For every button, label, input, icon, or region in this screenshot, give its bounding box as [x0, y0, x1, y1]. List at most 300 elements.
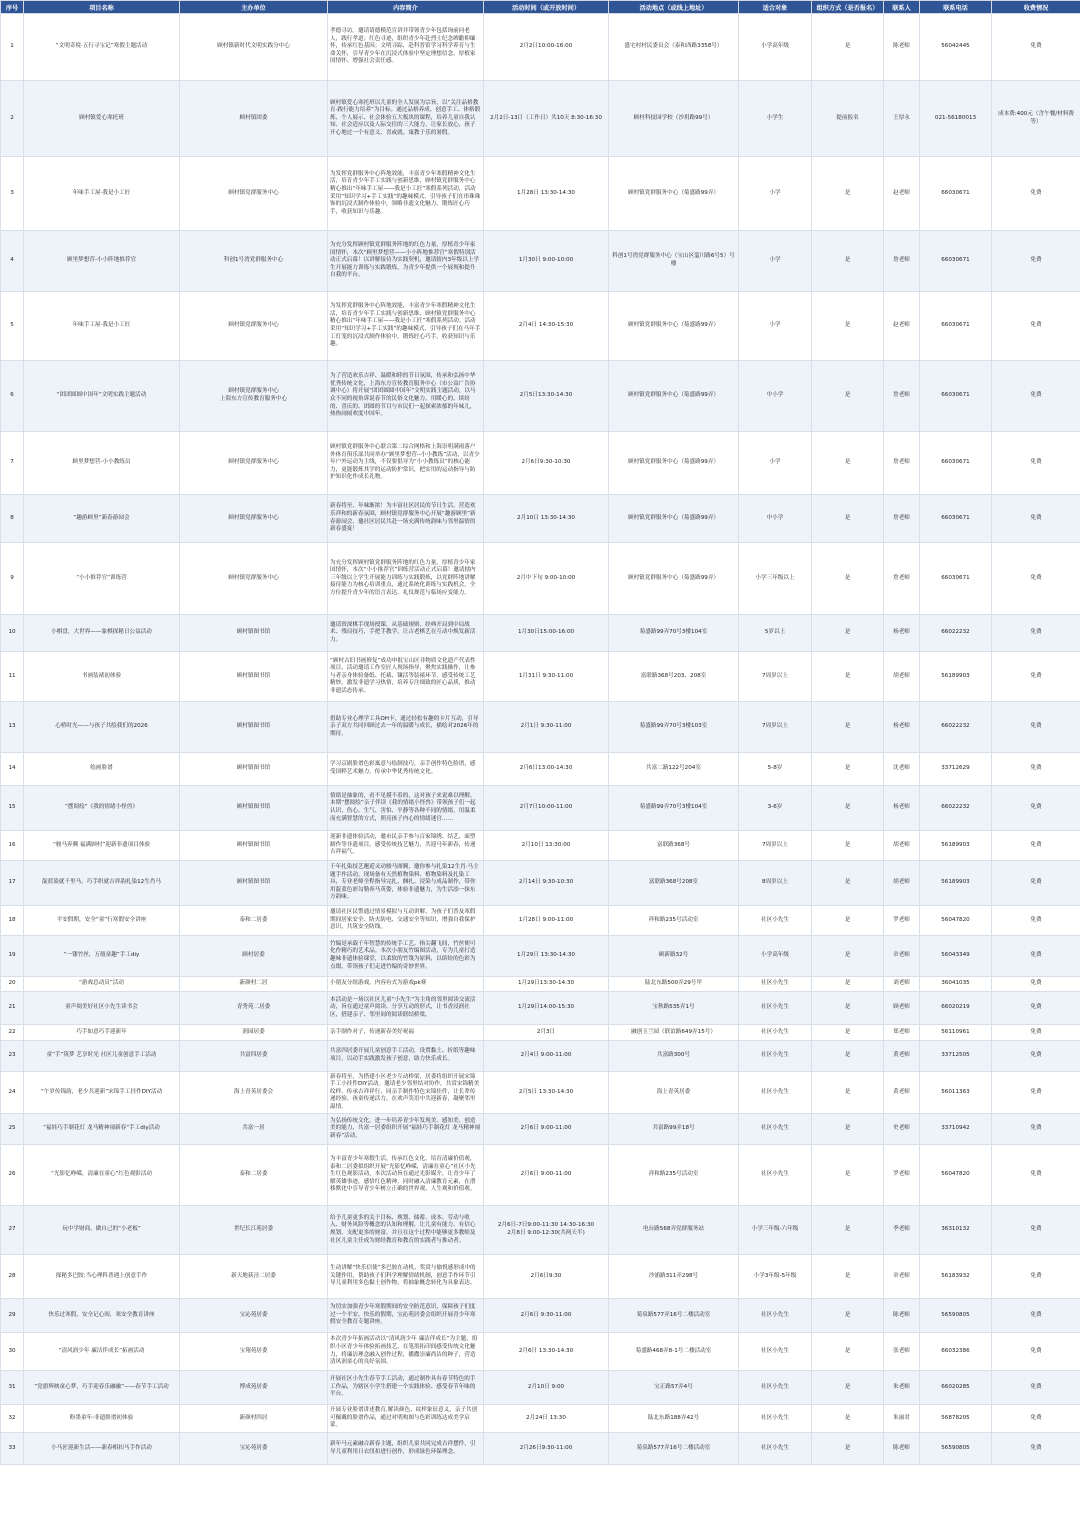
cell-contact: 沈老师	[884, 753, 920, 786]
table-row	[1, 432, 1080, 495]
cell-description: 学习京剧脸谱色彩寓意与绘制技巧，亲手创作特色脸谱，感受国粹艺术魅力，传承中华优秀传统文化。	[328, 753, 484, 786]
cell-organizer: 博成苑居委	[180, 1371, 328, 1405]
cell-signup: 是	[812, 157, 884, 231]
cell-contact: 朱丽君	[884, 1405, 920, 1433]
cell-audience: 社区小先生	[739, 1025, 812, 1041]
cell-location: 沙浦路311弄298号	[609, 1255, 739, 1299]
cell-description: 千年扎染技艺邂逅灵动骏马图腾，邀你参与扎染12生肖·马主题手作活动。现场备有天然植物染料、植物染料及扎染工具，专业老师全程指导完扎、捆扎、浸染与成品制作，带你用靛蓝色彩勾勒奔马英姿，体验非遗魅力，为生活添一抹东方韵味。	[328, 861, 484, 906]
cell-location: 海上青英居委	[609, 1072, 739, 1114]
cell-description: 为了营造欢乐吉祥、温暖和睦的节日氛围，传承和弘扬中华优秀传统文化，上海东方宣传教育服务中心（市公益广告协调中心）将开展“团团圆圆中国年”文明实践主题活动，以马众不同的视角诉说春节的民俗文化魅力，用暖心的、缤纷的、喜庆的、团圆的节目与市民们一起探索浓郁的年味儿，热热闹闹欢度中国年。	[328, 361, 484, 432]
cell-time: 2月10日 9:00	[484, 1371, 609, 1405]
cell-description: 新春将至，为搭建小区老少互动桥梁，居委将组织开展宋锦手工小挂件DIY活动。邀请老少邻里结对协作，共赏宋锦精美纹样、传承吉祥祥行，同亲手制作特色宋锦挂件，让长辈传递经验、孩童传递活力，在欢声笑语中共迎新春，凝聚邻里温情。	[328, 1072, 484, 1114]
cell-index: 16	[1, 831, 24, 861]
cell-project-name: “趣游顾里”新春游园会	[24, 495, 180, 543]
cell-location: 富联路368号208室	[609, 861, 739, 906]
cell-audience: 5-8岁	[739, 753, 812, 786]
cell-time: 2月26日9:30-11:00	[484, 1433, 609, 1465]
cell-audience: 社区小先生	[739, 1371, 812, 1405]
cell-index: 4	[1, 231, 24, 292]
cell-fee: 免费	[992, 1371, 1080, 1405]
cell-phone: 56043349	[920, 936, 992, 977]
cell-audience: 小学三年级-六年级	[739, 1206, 812, 1255]
cell-fee: 免费	[992, 906, 1080, 936]
table-row	[1, 906, 1080, 936]
cell-description: 开展社区小先生春节手工活动，通过制作具有春节特色的手工作品，为辖区小学生搭建一个实践体验、感受春节年味的平台。	[328, 1371, 484, 1405]
cell-phone: 56110961	[920, 1025, 992, 1041]
cell-phone: 66022232	[920, 786, 992, 831]
cell-description: 新春将至，年味渐浓！为丰富社区居民的节日生活，营造欢乐祥和的新春氛围，顾村镇党群服务中心开展“趣游顾里”新春游园会，邀社区居民共赴一场充满传统韵味与邻里温情的新春盛宴！	[328, 495, 484, 543]
cell-time: 2月6日 9:30-11:00	[484, 1299, 609, 1333]
table-row	[1, 936, 1080, 977]
cell-fee: 免费	[992, 361, 1080, 432]
cell-contact: 詹老师	[884, 231, 920, 292]
cell-time: 1月29日13:30-14:30	[484, 977, 609, 992]
cell-phone: 66020285	[920, 1371, 992, 1405]
cell-organizer: 顾村镇党群服务中心	[180, 432, 328, 495]
cell-signup: 是	[812, 786, 884, 831]
cell-project-name: 童“手”筑梦 艺享时光 社区儿童创意手工活动	[24, 1041, 180, 1072]
cell-organizer: 顾村镇党群服务中心	[180, 157, 328, 231]
cell-index: 9	[1, 543, 24, 615]
cell-index: 6	[1, 361, 24, 432]
cell-audience: 社区小先生	[739, 1333, 812, 1371]
cell-organizer: 顾村镇团委	[180, 81, 328, 157]
cell-phone: 33710942	[920, 1114, 992, 1145]
cell-contact: 胡老师	[884, 652, 920, 702]
cell-location: 顾村镇党群服务中心（菊盛路99弄）	[609, 157, 739, 231]
cell-signup: 是	[812, 1041, 884, 1072]
table-row	[1, 1206, 1080, 1255]
cell-time: 2月4日 9:00-11:00	[484, 1041, 609, 1072]
cell-description: 为弘扬传统文化，进一步培养青少年发现美、感知美、创造美的能力，共富一居委组织开展“福娃巧手制花灯 龙马精神闹新春”活动。	[328, 1114, 484, 1145]
table-row	[1, 292, 1080, 361]
table-row	[1, 753, 1080, 786]
cell-project-name: 靛蓝染就千里马，巧手织就吉祥韵扎染12生肖马	[24, 861, 180, 906]
cell-project-name: 玩中学财商，做自己的“小老板”	[24, 1206, 180, 1255]
cell-audience: 小学高年级	[739, 936, 812, 977]
cell-contact: 杨老师	[884, 786, 920, 831]
cell-phone: 56189903	[920, 861, 992, 906]
cell-phone: 33712629	[920, 753, 992, 786]
cell-signup: 是	[812, 1114, 884, 1145]
cell-audience: 社区小先生	[739, 1405, 812, 1433]
cell-project-name: “清风润少年 廉洁伴成长”拓画活动	[24, 1333, 180, 1371]
cell-project-name: “摆阅绘”《我的情绪小怪兽》	[24, 786, 180, 831]
cell-location: 共富路300号	[609, 1041, 739, 1072]
header-name: 项目名称	[24, 1, 180, 14]
cell-signup: 是	[812, 652, 884, 702]
cell-fee: 免费	[992, 652, 1080, 702]
cell-contact: 罗老师	[884, 906, 920, 936]
cell-organizer: 顾村镇图书馆	[180, 753, 328, 786]
cell-audience: 中小学	[739, 361, 812, 432]
cell-description: 本活动是一场以社区儿童“小先生”为主角的邻里阅读交流活动，旨在通过童声阅读、分享互动的形式，让书香浸润社区，搭建亲子、邻里间的阅读联结桥梁。	[328, 992, 484, 1025]
cell-index: 15	[1, 786, 24, 831]
cell-organizer: 泰和二居委	[180, 906, 328, 936]
cell-contact: 詹老师	[884, 361, 920, 432]
cell-fee: 免费	[992, 432, 1080, 495]
cell-phone: 66030671	[920, 432, 992, 495]
cell-audience: 社区小先生	[739, 1072, 812, 1114]
cell-organizer: 顾村镇图书馆	[180, 652, 328, 702]
cell-location: 菊盛路99弄70号3楼104室	[609, 786, 739, 831]
cell-location: 菊泉路577弄16号二楼活动室	[609, 1299, 739, 1333]
cell-index: 11	[1, 652, 24, 702]
cell-project-name: “骏马奔腾 福满顾村”迎新非遗项目体验	[24, 831, 180, 861]
cell-contact: 胡老师	[884, 861, 920, 906]
cell-index: 19	[1, 936, 24, 977]
cell-fee: 免费	[992, 1433, 1080, 1465]
cell-audience: 7周岁以上	[739, 652, 812, 702]
cell-phone: 56878205	[920, 1405, 992, 1433]
header-fee: 收费情况	[992, 1, 1080, 14]
cell-fee: 免费	[992, 1206, 1080, 1255]
cell-audience: 小学生	[739, 81, 812, 157]
cell-description: 本次青少年拓画活动以“清风润少年 廉洁伴成长”为主题，组织小区青少年体验拓画技艺，在笔墨拓印间感受传统文化魅力，将廉洁理念融入创作过程，播撒崇廉尚洁的种子，营造清风润童心的良好氛围。	[328, 1333, 484, 1371]
cell-project-name: 快乐过寒假，安全记心间，寒安全教育讲座	[24, 1299, 180, 1333]
cell-description: 共富四居委开展儿童创意手工活动，设置黏土、折纸等趣味项目，以动手实践激发孩子创意，助力快乐成长。	[328, 1041, 484, 1072]
cell-time: 2月中下旬 9:00-10:00	[484, 543, 609, 615]
cell-fee: 免费	[992, 1025, 1080, 1041]
header-contact: 联系人	[884, 1, 920, 14]
cell-phone: 66020219	[920, 992, 992, 1025]
cell-time: 1月28日 9:00-11:00	[484, 906, 609, 936]
table-row	[1, 495, 1080, 543]
cell-index: 27	[1, 1206, 24, 1255]
cell-phone: 33712505	[920, 1041, 992, 1072]
cell-audience: 社区小先生	[739, 977, 812, 992]
cell-time: 1月30日15:00-16:00	[484, 615, 609, 652]
table-row	[1, 231, 1080, 292]
cell-fee: 免费	[992, 292, 1080, 361]
cell-signup: 是	[812, 1333, 884, 1371]
cell-description: 邀请资深棋手现场授课，从基础规则、经典开局到中局战术、残局技巧，手把手教学，让古老棋艺在互动中焕发新活力。	[328, 615, 484, 652]
cell-signup: 是	[812, 1206, 884, 1255]
table-row	[1, 14, 1080, 81]
cell-phone: 36041035	[920, 977, 992, 992]
cell-contact: 季老师	[884, 1206, 920, 1255]
table-row	[1, 1255, 1080, 1299]
cell-organizer: 宝沁苑居委	[180, 1433, 328, 1465]
cell-signup: 是	[812, 1371, 884, 1405]
cell-phone: 66022232	[920, 702, 992, 753]
table-row	[1, 1114, 1080, 1145]
cell-location: 顾村镇党群服务中心（菊盛路99弄）	[609, 495, 739, 543]
cell-phone: 56189903	[920, 652, 992, 702]
table-row	[1, 1041, 1080, 1072]
cell-contact: 刘老师	[884, 977, 920, 992]
cell-contact: 胡老师	[884, 831, 920, 861]
cell-organizer: 顾村镇图书馆	[180, 831, 328, 861]
cell-project-name: 探秘多巴胺:当心理科普遇上创意手作	[24, 1255, 180, 1299]
table-row	[1, 861, 1080, 906]
table-header	[1, 1, 1080, 14]
cell-organizer: 泰和二居委	[180, 1145, 328, 1206]
cell-signup: 是	[812, 615, 884, 652]
table-row	[1, 1405, 1080, 1433]
cell-description: 为充分发挥顾村镇党群服务阵地的红色力量，厚植青少年家国情怀，本次“顾里梦想营——小小阵地推荐官”寒假特别活动正式启幕！以讲解接待为实践契机，邀请辖内3年级以上学生开展能力训练与实践锻炼，为青少年提供一个展现和提升自我的平台。	[328, 231, 484, 292]
cell-location: 顾村镇党群服务中心（菊盛路99弄）	[609, 543, 739, 615]
cell-project-name: “文明奇境·五行寻宝记”寒假主题活动	[24, 14, 180, 81]
table-row	[1, 543, 1080, 615]
cell-project-name: “光影忆峥嵘，清廉在童心”红色观影活动	[24, 1145, 180, 1206]
cell-contact: 史老师	[884, 1114, 920, 1145]
table-row	[1, 1299, 1080, 1333]
table-row	[1, 157, 1080, 231]
cell-location: 科创1号湾党群服务中心（宝山区蕰川路6号5）号楼	[609, 231, 739, 292]
cell-project-name: “午岁传锦韵，老少共迎新”宋锦手工挂件DIY活动	[24, 1072, 180, 1114]
cell-location: 祥和路235号活动室	[609, 1145, 739, 1206]
cell-location: 菊盛路99弄70号3楼103室	[609, 702, 739, 753]
cell-time: 2月1日 9:30-11:00	[484, 702, 609, 753]
cell-fee: 免费	[992, 831, 1080, 861]
cell-audience: 社区小先生	[739, 1041, 812, 1072]
cell-index: 25	[1, 1114, 24, 1145]
cell-project-name: 书画装裱初体验	[24, 652, 180, 702]
cell-audience: 小学	[739, 157, 812, 231]
cell-description: 小朋友分组游戏，内容有式为游戏pk赛	[328, 977, 484, 992]
cell-description: 亲手制作对子，传递新春美好祝福	[328, 1025, 484, 1041]
cell-audience: 小学高年级	[739, 14, 812, 81]
cell-index: 30	[1, 1333, 24, 1371]
cell-contact: 陈老师	[884, 14, 920, 81]
cell-contact: 黄老师	[884, 1072, 920, 1114]
cell-location: 菊盛路468弄8-1号二楼活动室	[609, 1333, 739, 1371]
cell-project-name: 小马匠迎新生活——新春相扣马手作活动	[24, 1433, 180, 1465]
cell-project-name: “游戏总动员”活动	[24, 977, 180, 992]
cell-project-name: 顾里梦想营-小小教练员	[24, 432, 180, 495]
cell-index: 20	[1, 977, 24, 992]
table-row	[1, 652, 1080, 702]
cell-signup: 是	[812, 1145, 884, 1206]
cell-organizer: 顾村镇图书馆	[180, 786, 328, 831]
cell-audience: 社区小先生	[739, 906, 812, 936]
cell-signup: 是	[812, 1405, 884, 1433]
cell-signup: 是	[812, 361, 884, 432]
cell-organizer: 新颜村二居	[180, 977, 328, 992]
table-row	[1, 615, 1080, 652]
cell-signup: 是	[812, 906, 884, 936]
cell-phone: 66032386	[920, 1333, 992, 1371]
cell-project-name: 顾里梦想营-小小阵地推荐官	[24, 231, 180, 292]
cell-contact: 陈老师	[884, 1299, 920, 1333]
cell-audience: 小学	[739, 432, 812, 495]
cell-signup: 是	[812, 1255, 884, 1299]
cell-time: 2月14日 9:30-10:30	[484, 861, 609, 906]
cell-contact: 詹老师	[884, 495, 920, 543]
cell-signup: 是	[812, 1025, 884, 1041]
cell-time: 2月7日10:00-11:00	[484, 786, 609, 831]
cell-audience: 社区小先生	[739, 1114, 812, 1145]
cell-fee: 免费	[992, 1333, 1080, 1371]
cell-signup: 是	[812, 231, 884, 292]
cell-project-name: 平安假期，安全“童”行寒假安全讲座	[24, 906, 180, 936]
cell-fee: 免费	[992, 992, 1080, 1025]
cell-fee: 免费	[992, 1145, 1080, 1206]
table-row	[1, 786, 1080, 831]
cell-organizer: 共富四居委	[180, 1041, 328, 1072]
table-row	[1, 831, 1080, 861]
cell-time: 2月10日 13:30:00	[484, 831, 609, 861]
cell-project-name: “党旗辉映童心梦，巧手迎春乐融融”——春节手工活动	[24, 1371, 180, 1405]
cell-fee: 免费	[992, 786, 1080, 831]
cell-location: 宝正路57弄4号	[609, 1371, 739, 1405]
cell-time: 1月29日 13:30-14:30	[484, 936, 609, 977]
cell-fee: 免费	[992, 936, 1080, 977]
cell-phone: 66030671	[920, 495, 992, 543]
cell-time: 1月29日14:00-15:30	[484, 992, 609, 1025]
cell-time: 2月6日-7日9:00-11:30 14:30-16:30 2月8日 9:00-12:30(共两天半)	[484, 1206, 609, 1255]
cell-index: 2	[1, 81, 24, 157]
cell-index: 21	[1, 992, 24, 1025]
cell-organizer: 共富一居	[180, 1114, 328, 1145]
table-row	[1, 992, 1080, 1025]
cell-organizer: 科创1号湾党群服务中心	[180, 231, 328, 292]
cell-organizer: 新天地荻泾二居委	[180, 1255, 328, 1299]
cell-audience: 中小学	[739, 495, 812, 543]
cell-organizer: 宝翔苑居委	[180, 1333, 328, 1371]
cell-time: 2月6日 13:30-14:30	[484, 1333, 609, 1371]
cell-location: 陆北东路188弄42号	[609, 1405, 739, 1433]
cell-index: 3	[1, 157, 24, 231]
cell-audience: 社区小先生	[739, 1299, 812, 1333]
cell-description: 迎新非遗体验活动，邀市民亲手参与百家锦绣、结艺、面塑制作等非遗项目，感受传统技艺魅力，共迎马年新春，传递吉祥福气。	[328, 831, 484, 861]
cell-signup: 是	[812, 977, 884, 992]
cell-project-name: 小棋盘，大世界——象棋探秘日公益活动	[24, 615, 180, 652]
cell-phone: 56042445	[920, 14, 992, 81]
cell-phone: 66030671	[920, 157, 992, 231]
cell-index: 18	[1, 906, 24, 936]
cell-description: 借助专业心理学工具OH卡，通过轻松有趣的卡片互动，引导亲子双方共同回顾过去一年的温暖与成长，描绘对2026年的期待。	[328, 702, 484, 753]
cell-organizer: 世纪长江苑居委	[180, 1206, 328, 1255]
cell-phone: 66030671	[920, 292, 992, 361]
cell-index: 22	[1, 1025, 24, 1041]
cell-fee: 免费	[992, 543, 1080, 615]
cell-index: 7	[1, 432, 24, 495]
cell-fee: 免费	[992, 1072, 1080, 1114]
cell-fee: 免费	[992, 14, 1080, 81]
cell-contact: 章老师	[884, 1255, 920, 1299]
cell-time: 2月2日10:00-16:00	[484, 14, 609, 81]
cell-time: 1月28日 13:30-14:30	[484, 157, 609, 231]
cell-time: 2月3日	[484, 1025, 609, 1041]
cell-signup: 是	[812, 1299, 884, 1333]
cell-phone: 56047820	[920, 1145, 992, 1206]
cell-signup: 是	[812, 936, 884, 977]
cell-description: 顾村镇爱心寒托班以儿童的全人发展为宗旨，以“关注品格教育·践行能力培养”为目标。通过品格养成、创意手工、体格锻炼、个人展示、社会体验五大板块的课程，培养儿童自我认知、社会适应以及人际交往的三大能力，让家长放心，孩子开心地过一个有意义、喜或就、寓教于乐的暑假。	[328, 81, 484, 157]
cell-contact: 赵老师	[884, 157, 920, 231]
cell-organizer: 顾村镇党群服务中心	[180, 495, 328, 543]
cell-time: 2月6日 9:00-11:00	[484, 1114, 609, 1145]
cell-audience: 小学三年级以上	[739, 543, 812, 615]
cell-location: 菊泉路577弄16号二楼活动室	[609, 1433, 739, 1465]
cell-signup: 是	[812, 861, 884, 906]
cell-description: 为丰富青少年寒假生活，传承红色文化，培育清廉价值观，泰和二居委拟组织开展“光影忆峥嵘，清廉在童心”社区小先生红色观影活动，本次活动旨在通过光影媒介，让青少年了解英雄事迹，感悟红色精神，同时融入清廉教育元素，在潜移默化中引导青少年树立正确的世界观、人生观和价值观。	[328, 1145, 484, 1206]
cell-location: 宝秋路535弄1号	[609, 992, 739, 1025]
cell-time: 1月31日 9:30-11:00	[484, 652, 609, 702]
cell-signup: 是	[812, 831, 884, 861]
cell-project-name: 巧手如意巧手迎新年	[24, 1025, 180, 1041]
cell-signup: 是	[812, 495, 884, 543]
cell-description: 邀请社区民警通过情景模拟与互动讲解，为孩子们普及寒假期间居家安全、防火防电、交通安全等知识，增强自我保护意识，共筑安全防线。	[328, 906, 484, 936]
cell-time: 2月6日13:00-14:30	[484, 753, 609, 786]
cell-organizer: 顾村镇图书馆	[180, 615, 328, 652]
cell-organizer: 新颜村四居	[180, 1405, 328, 1433]
header-target: 适合对象	[739, 1, 812, 14]
cell-signup: 是	[812, 1072, 884, 1114]
cell-fee: 免费	[992, 1405, 1080, 1433]
cell-time: 1月30日 9:00-10:00	[484, 231, 609, 292]
cell-contact: 王厚永	[884, 81, 920, 157]
cell-project-name: 年味手工屋·我是小工匠	[24, 157, 180, 231]
cell-fee: 免费	[992, 615, 1080, 652]
cell-description: “顾村古旧书画修复”成功申报宝山区非物质文化遗产代表性项目，活动邀请工作室匠人现场指导，聚焦实践操作，让参与者亲身体验备纸、托裱、镶活等装裱环节，感受传统工艺精妙，激发非遗学习热情，培养专注细致的匠心品质，推动非遗活态传承。	[328, 652, 484, 702]
cell-location: 融创玉兰园（联谊路649弄15号）	[609, 1025, 739, 1041]
cell-index: 13	[1, 702, 24, 753]
cell-audience: 社区小先生	[739, 1145, 812, 1206]
cell-fee: 免费	[992, 231, 1080, 292]
cell-description: 情绪是抽象的，看不见摸不着的，这对孩子来说难以理解。本期“摆阅绘”亲子伴读《我的情绪小怪兽》带领孩子们一起认识、伤心、生气、害怕、平静等各种不同的情绪，用温柔而充满智慧的方式，照亮孩子内心的情绪迷宫……	[328, 786, 484, 831]
table-body	[1, 14, 1080, 1465]
table-row	[1, 1333, 1080, 1371]
cell-contact: 顾老师	[884, 992, 920, 1025]
cell-contact: 杨老师	[884, 615, 920, 652]
cell-project-name: 绘画脸谱	[24, 753, 180, 786]
cell-contact: 陈老师	[884, 1433, 920, 1465]
cell-contact: 章老师	[884, 936, 920, 977]
cell-phone: 56590805	[920, 1433, 992, 1465]
table-row	[1, 1371, 1080, 1405]
cell-project-name: 顾村镇爱心寒托班	[24, 81, 180, 157]
cell-phone: 56189903	[920, 831, 992, 861]
cell-location: 菊盛路99弄70号3楼104室	[609, 615, 739, 652]
cell-signup: 是	[812, 753, 884, 786]
cell-organizer: 顾村镇图书馆	[180, 861, 328, 906]
cell-fee: 免费	[992, 1041, 1080, 1072]
cell-fee: 免费	[992, 1299, 1080, 1333]
table-row	[1, 81, 1080, 157]
cell-signup: 是	[812, 1433, 884, 1465]
cell-location: 电台路568弄党群服务站	[609, 1206, 739, 1255]
cell-project-name: 粉墨童年:非遗脸谱初体验	[24, 1405, 180, 1433]
cell-signup: 是	[812, 702, 884, 753]
cell-project-name: “小小推荐官”训练营	[24, 543, 180, 615]
cell-description: 竹编是承载千年智慧的传统手工艺。指尖翻飞间，竹丝便可化作精巧的艺术品。本次小朋友竹编图活动，专为儿童打造趣味非遗体验课堂，以柔软的竹篾为原料，以缤纷的色彩为点缀，带领孩子们走进竹编的奇妙世界。	[328, 936, 484, 977]
cell-audience: 8周岁以上	[739, 861, 812, 906]
cell-location: 祥和路235号活动室	[609, 906, 739, 936]
cell-fee: 成本费:400元（含午餐/材料费等）	[992, 81, 1080, 157]
table-row	[1, 1145, 1080, 1206]
cell-description: 为发挥党群服务中心阵地效能，丰富青少年寒假精神文化生活，培育青少年手工实践与创新思维，顾村镇党群服务中心精心推出“年味手工屋——我是小工匠”寒假系列活动，活动采用“知识学习+手工实践”的趣味模式，引导孩子们在串珠珠饰的沉浸式制作体验中，领略非遗文化魅力，锻炼匠心巧手，收获知识与乐趣。	[328, 157, 484, 231]
cell-time: 2月6日 9:00-11:00	[484, 1145, 609, 1206]
cell-audience: 小学	[739, 231, 812, 292]
cell-description: 开展专业脸谱讲述教育,解读颜色、纹样象征意义，亲子共创可佩戴的脸谱作品，通过对明构图与色彩训练达成美学启蒙。	[328, 1405, 484, 1433]
cell-time: 2月6日9:30-10:30	[484, 432, 609, 495]
table-row	[1, 977, 1080, 992]
cell-organizer: 宝沁苑居委	[180, 1299, 328, 1333]
cell-index: 31	[1, 1371, 24, 1405]
table-row	[1, 1433, 1080, 1465]
cell-signup: 是	[812, 432, 884, 495]
cell-index: 33	[1, 1433, 24, 1465]
cell-phone: 66030671	[920, 543, 992, 615]
header-org: 主办单位	[180, 1, 328, 14]
cell-audience: 5岁以上	[739, 615, 812, 652]
cell-location: 共富二路122号204室	[609, 753, 739, 786]
cell-contact: 杨老师	[884, 702, 920, 753]
cell-location: 顾村科技园学校（沙玥路99号）	[609, 81, 739, 157]
cell-fee: 免费	[992, 495, 1080, 543]
